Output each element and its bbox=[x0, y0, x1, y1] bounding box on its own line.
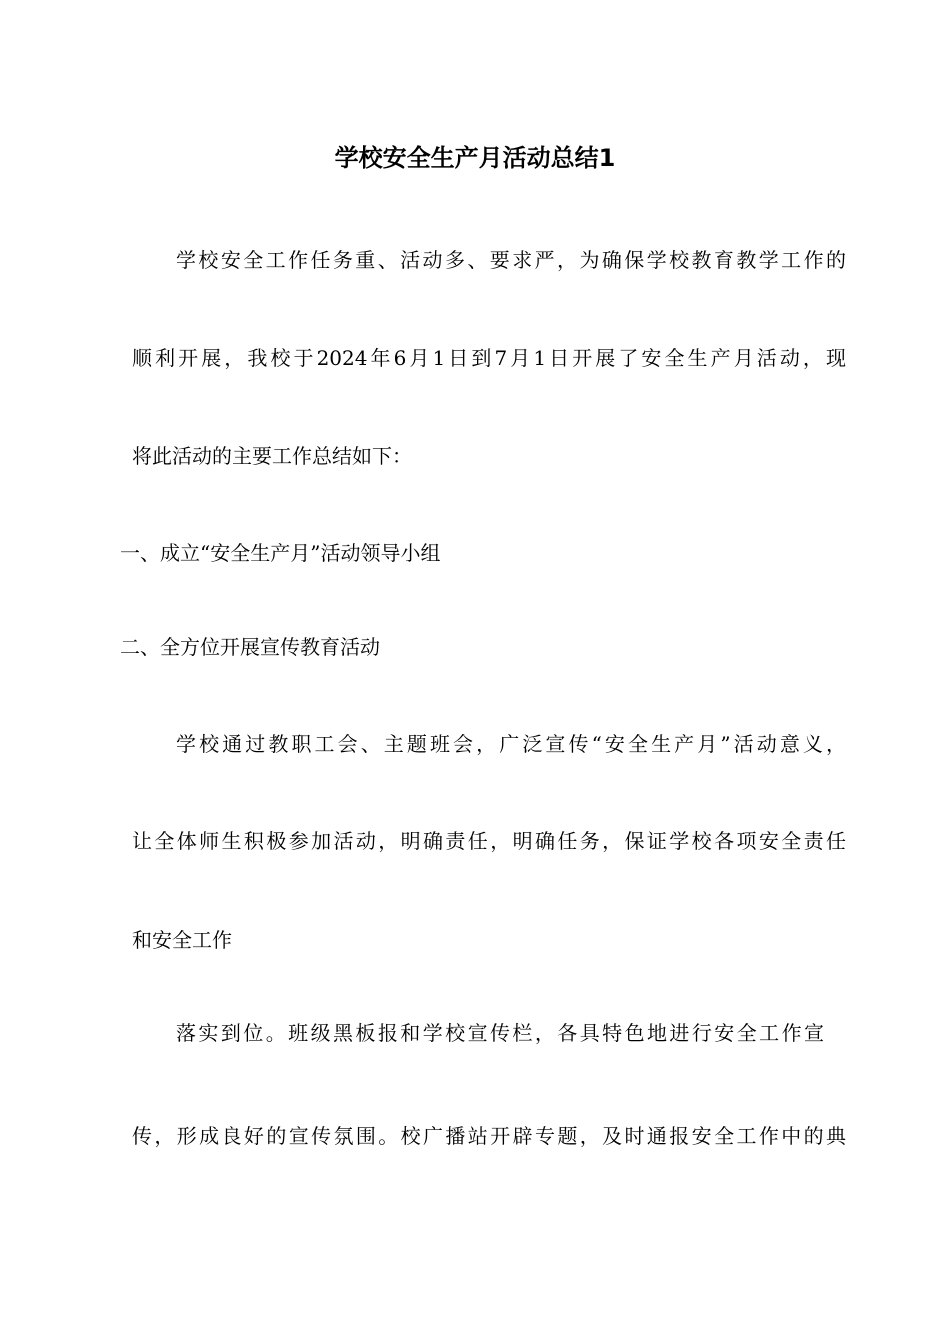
section-heading: 一、成立“安全生产月”活动领导小组 bbox=[120, 541, 441, 565]
page-title: 学校安全生产月活动总结1 bbox=[334, 144, 616, 172]
paragraph-line: 学校安全工作任务重、活动多、要求严，为确保学校教育教学工作的 bbox=[176, 248, 846, 272]
paragraph-line: 将此活动的主要工作总结如下： bbox=[132, 444, 412, 468]
paragraph-line: 学校通过教职工会、主题班会，广泛宣传“安全生产月”活动意义， bbox=[176, 732, 846, 756]
paragraph-line: 让全体师生积极参加活动，明确责任，明确任务，保证学校各项安全责任 bbox=[132, 829, 846, 853]
paragraph-line: 传，形成良好的宣传氛围。校广播站开辟专题，及时通报安全工作中的典 bbox=[132, 1124, 846, 1148]
section-heading: 二、全方位开展宣传教育活动 bbox=[120, 635, 380, 659]
paragraph-line: 和安全工作 bbox=[132, 928, 232, 952]
paragraph-line: 顺利开展，我校于2024年6月1日到7月1日开展了安全生产月活动，现 bbox=[132, 346, 846, 370]
paragraph-line: 落实到位。班级黑板报和学校宣传栏，各具特色地进行安全工作宣 bbox=[176, 1021, 824, 1045]
